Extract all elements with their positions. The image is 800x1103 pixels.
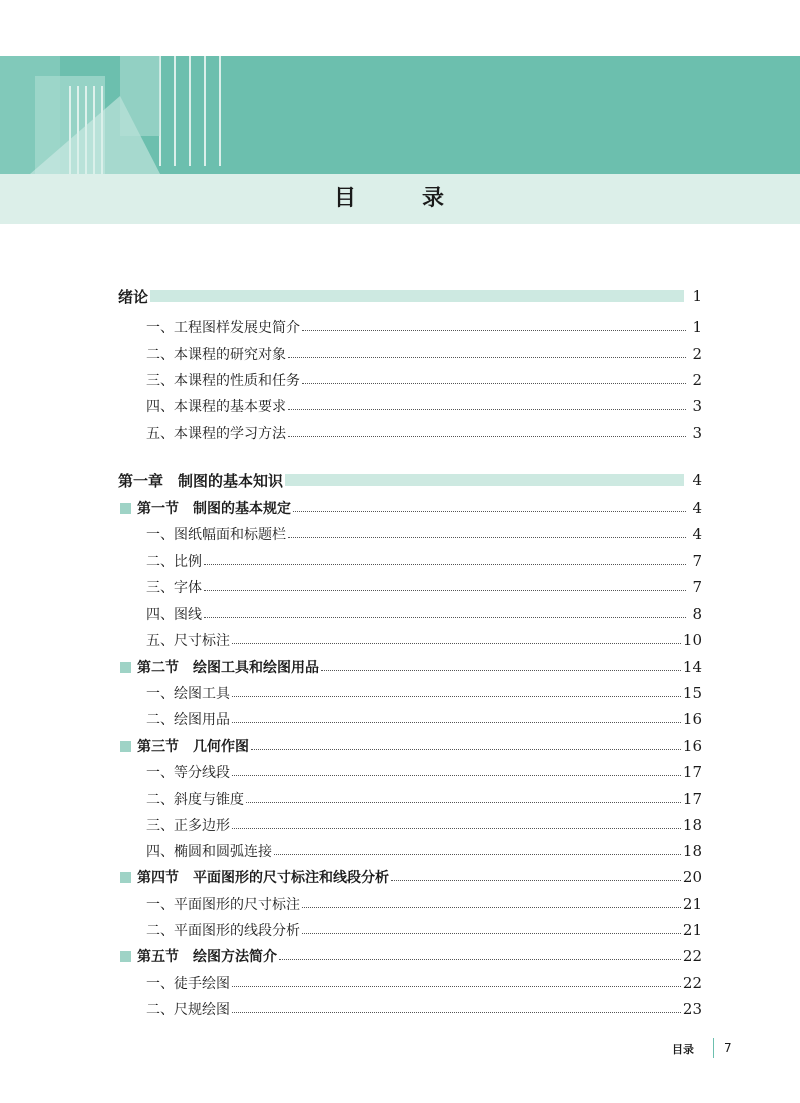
toc-entry-page: 15	[682, 684, 702, 702]
toc-entry[interactable]	[118, 892, 702, 916]
toc-entry[interactable]	[118, 394, 702, 418]
toc-entry[interactable]	[118, 496, 702, 520]
chapter-leader-bar	[150, 290, 684, 302]
toc-entry-page: 21	[682, 921, 702, 939]
toc-entry-label: 第五节 绘图方法简介	[137, 949, 277, 965]
toc-entry[interactable]	[118, 549, 702, 573]
toc-entry-page: 4	[692, 471, 702, 489]
toc-entry-label: 二、尺规绘图	[146, 1002, 230, 1018]
dot-leader	[288, 436, 686, 437]
dot-leader	[204, 617, 686, 618]
toc-entry-page: 17	[682, 763, 702, 781]
toc-entry-page: 14	[682, 658, 702, 676]
dot-leader	[232, 828, 681, 829]
toc-entry-page: 22	[682, 947, 702, 965]
toc-entry-page: 17	[682, 790, 702, 808]
toc-entry-label: 二、比例	[146, 554, 202, 570]
toc-entry-label: 四、图线	[146, 607, 202, 623]
toc-entry-page: 8	[692, 605, 702, 623]
toc-entry-label: 四、本课程的基本要求	[146, 399, 286, 415]
toc-entry[interactable]	[118, 707, 702, 731]
dot-leader	[293, 511, 686, 512]
toc-entry-page: 7	[692, 552, 702, 570]
toc-entry[interactable]	[118, 284, 702, 308]
chapter-leader-bar	[285, 474, 684, 486]
page-title: 目 录	[333, 186, 466, 211]
dot-leader	[232, 1012, 681, 1013]
toc-entry-page: 1	[692, 318, 702, 336]
toc-entry[interactable]	[118, 575, 702, 599]
toc-entry-label: 一、绘图工具	[146, 686, 230, 702]
dot-leader	[232, 775, 681, 776]
toc-entry-page: 10	[682, 631, 702, 649]
toc-entry-page: 3	[692, 397, 702, 415]
toc-entry[interactable]	[118, 839, 702, 863]
toc-entry[interactable]	[118, 865, 702, 889]
toc-entry-label: 一、等分线段	[146, 765, 230, 781]
section-marker-icon	[120, 951, 131, 962]
dot-leader	[251, 749, 681, 750]
toc-entry-page: 2	[692, 345, 702, 363]
toc-entry-label: 三、本课程的性质和任务	[146, 373, 300, 389]
toc-entry-label: 二、斜度与锥度	[146, 792, 244, 808]
dot-leader	[288, 409, 686, 410]
toc-entry[interactable]	[118, 655, 702, 679]
toc-entry-page: 18	[682, 816, 702, 834]
dot-leader	[279, 959, 681, 960]
toc-entry-page: 1	[692, 287, 702, 305]
toc-entry-label: 五、本课程的学习方法	[146, 426, 286, 442]
toc-entry[interactable]	[118, 681, 702, 705]
section-marker-icon	[120, 662, 131, 673]
toc-entry-label: 第三节 几何作图	[137, 739, 249, 755]
toc-entry[interactable]	[118, 734, 702, 758]
toc-entry-label: 二、绘图用品	[146, 712, 230, 728]
toc-entry[interactable]	[118, 997, 702, 1021]
section-marker-icon	[120, 503, 131, 514]
toc-entry[interactable]	[118, 787, 702, 811]
toc-entry[interactable]	[118, 368, 702, 392]
toc-entry-page: 4	[692, 499, 702, 517]
toc-entry-page: 22	[682, 974, 702, 992]
toc-entry[interactable]	[118, 813, 702, 837]
toc-entry-label: 一、图纸幅面和标题栏	[146, 527, 286, 543]
toc-entry-page: 20	[682, 868, 702, 886]
toc-entry-label: 第一章 制图的基本知识	[118, 471, 284, 490]
toc-entry-page: 16	[682, 737, 702, 755]
toc-entry-label: 一、徒手绘图	[146, 976, 230, 992]
toc-entry-label: 四、椭圆和圆弧连接	[146, 844, 272, 860]
footer-section-label: 目录	[672, 1043, 694, 1056]
toc-entry[interactable]	[118, 315, 702, 339]
toc-entry-label: 二、本课程的研究对象	[146, 347, 286, 363]
toc-entry-label: 绪论	[118, 287, 149, 306]
dot-leader	[274, 854, 681, 855]
dot-leader	[302, 907, 681, 908]
footer-page-number: 7	[724, 1041, 732, 1055]
toc-entry-page: 4	[692, 525, 702, 543]
toc-entry[interactable]	[118, 944, 702, 968]
toc-entry[interactable]	[118, 760, 702, 784]
dot-leader	[302, 933, 681, 934]
toc-entry[interactable]	[118, 522, 702, 546]
footer-divider	[713, 1038, 714, 1058]
toc-entry-label: 一、平面图形的尺寸标注	[146, 897, 300, 913]
toc-entry-label: 三、字体	[146, 580, 202, 596]
dot-leader	[288, 357, 686, 358]
toc-entry-page: 3	[692, 424, 702, 442]
toc-entry-label: 第一节 制图的基本规定	[137, 501, 291, 517]
toc-entry-label: 第二节 绘图工具和绘图用品	[137, 660, 319, 676]
toc-entry-label: 三、正多边形	[146, 818, 230, 834]
toc-entry[interactable]	[118, 421, 702, 445]
dot-leader	[232, 722, 681, 723]
toc-entry-page: 7	[692, 578, 702, 596]
toc-entry-label: 一、工程图样发展史简介	[146, 320, 300, 336]
toc-entry-page: 2	[692, 371, 702, 389]
toc-entry[interactable]	[118, 628, 702, 652]
dot-leader	[204, 564, 686, 565]
toc-entry-label: 第四节 平面图形的尺寸标注和线段分析	[137, 870, 389, 886]
decorative-graphic	[0, 56, 260, 174]
dot-leader	[204, 590, 686, 591]
dot-leader	[288, 537, 686, 538]
toc-entry-page: 23	[682, 1000, 702, 1018]
toc-entry[interactable]	[118, 971, 702, 995]
dot-leader	[232, 986, 681, 987]
section-marker-icon	[120, 741, 131, 752]
toc-entry-page: 21	[682, 895, 702, 913]
toc-entry-page: 18	[682, 842, 702, 860]
toc-entry[interactable]	[118, 468, 702, 492]
dot-leader	[321, 670, 681, 671]
toc-entry[interactable]	[118, 602, 702, 626]
dot-leader	[232, 643, 681, 644]
toc-entry[interactable]	[118, 918, 702, 942]
dot-leader	[302, 383, 686, 384]
toc-entry-page: 16	[682, 710, 702, 728]
toc-entry-label: 五、尺寸标注	[146, 633, 230, 649]
dot-leader	[302, 330, 686, 331]
dot-leader	[246, 802, 681, 803]
dot-leader	[232, 696, 681, 697]
toc-entry[interactable]	[118, 342, 702, 366]
toc-entry-label: 二、平面图形的线段分析	[146, 923, 300, 939]
section-marker-icon	[120, 872, 131, 883]
dot-leader	[391, 880, 681, 881]
